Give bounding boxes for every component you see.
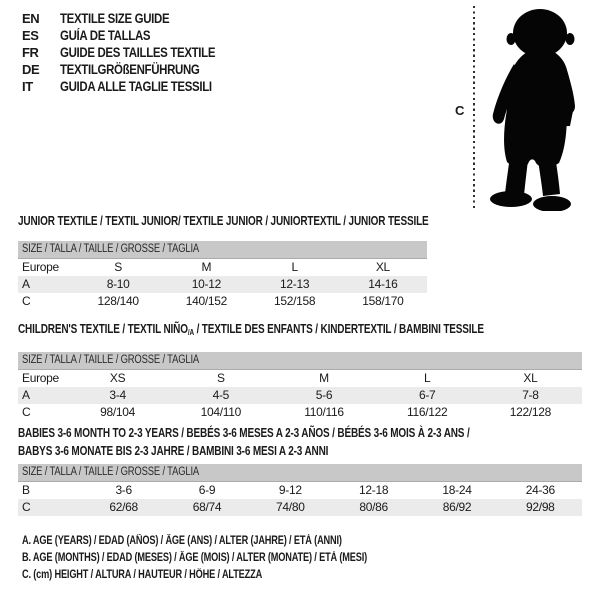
table-cell: 128/140	[97, 294, 139, 308]
size-header-bar	[18, 352, 582, 370]
table-cell: 12-13	[280, 277, 310, 291]
table-cell: 9-12	[278, 483, 302, 497]
size-header-bar	[18, 241, 427, 259]
table-cell: 80/86	[359, 500, 388, 514]
table-body	[18, 259, 427, 310]
table-cell: M	[319, 371, 329, 385]
table-cell: 68/74	[192, 500, 222, 514]
language-row	[22, 62, 243, 79]
note-line: B. AGE (MONTHS) / EDAD (MESES) / ÂGE (MOIS) / ALTER (MONATE) / ETÀ (MESI)	[22, 552, 368, 564]
table-body	[18, 370, 582, 421]
row-label: C	[22, 294, 31, 308]
table-title	[18, 424, 582, 460]
table-cell: 3-6	[115, 483, 132, 497]
table-cell: 18-24	[442, 483, 472, 497]
toddler-silhouette-icon	[480, 6, 588, 211]
table-title-line	[18, 442, 469, 460]
language-row	[22, 45, 243, 62]
size-table-babies	[18, 424, 582, 516]
table-cell: XL	[375, 260, 390, 274]
row-label: A	[22, 388, 30, 402]
table-cell: S	[216, 371, 225, 385]
table-cell: 7-8	[522, 388, 539, 402]
table-cell: 62/68	[109, 500, 138, 514]
table-cell: 122/128	[509, 405, 552, 419]
table-cell: 158/170	[362, 294, 404, 308]
table-cell: S	[114, 260, 122, 274]
size-table-junior	[18, 212, 427, 310]
table-title-line	[18, 424, 469, 442]
table-cell: 6-7	[418, 388, 436, 402]
table-cell: 140/152	[185, 294, 228, 308]
size-header-label: SIZE / TALLA / TAILLE / GRÖSSE / TAGLIA	[22, 243, 200, 255]
row-label: A	[22, 277, 30, 291]
language-title: GUIDE DES TAILLES TEXTILE	[60, 45, 216, 60]
table-cell: 14-16	[368, 277, 398, 291]
row-label: B	[22, 483, 30, 497]
table-cell: XL	[523, 371, 538, 385]
table-row	[18, 404, 582, 421]
row-label: Europe	[22, 260, 59, 274]
language-code: FR	[22, 45, 39, 60]
table-cell: 12-18	[359, 483, 389, 497]
table-cell: 104/110	[200, 405, 241, 419]
title-subscript: /A	[187, 328, 194, 337]
title-text: BABIES 3-6 MONTH TO 2-3 YEARS / BEBÉS 3-6 MESES A 2-3 AÑOS / BÉBÉS 3-6 MOIS À 2-3 ANS /	[18, 426, 470, 440]
language-row	[22, 79, 243, 96]
table-title	[18, 212, 427, 230]
language-title: GUÍA DE TALLAS	[60, 28, 151, 43]
table-title	[18, 320, 582, 342]
note-line: A. AGE (YEARS) / EDAD (AÑOS) / ÂGE (ANS) / ALTER (JAHRE) / ETÀ (ANNI)	[22, 535, 342, 547]
size-header-bar	[18, 464, 582, 482]
table-cell: 152/158	[273, 294, 316, 308]
language-code: DE	[22, 62, 40, 77]
table-title-line	[18, 212, 429, 230]
table-cell: M	[201, 260, 212, 274]
language-list	[22, 11, 243, 96]
size-header-label: SIZE / TALLA / TAILLE / GRÖSSE / TAGLIA	[22, 466, 200, 478]
height-marker-label: C	[455, 103, 465, 118]
table-row	[18, 499, 582, 516]
table-cell: 74/80	[276, 500, 305, 514]
notes-list	[22, 533, 453, 584]
baby-figure	[452, 4, 600, 214]
language-code: IT	[22, 79, 33, 94]
language-title: TEXTILGRÖßENFÜHRUNG	[60, 62, 200, 77]
table-cell: 10-12	[191, 277, 221, 291]
row-label: C	[22, 405, 31, 419]
table-cell: XS	[109, 371, 126, 385]
size-table-children	[18, 320, 582, 421]
language-row	[22, 11, 243, 28]
table-title-line	[18, 320, 484, 342]
title-text: / TEXTILE DES ENFANTS / KINDERTEXTIL / BAMBINI TESSILE	[193, 322, 484, 336]
table-cell: 86/92	[442, 500, 472, 514]
table-cell: 8-10	[106, 277, 130, 291]
row-label: Europe	[22, 371, 59, 385]
language-title: TEXTILE SIZE GUIDE	[60, 11, 170, 26]
height-measure-line	[473, 6, 475, 209]
row-label: C	[22, 500, 31, 514]
language-title: GUIDA ALLE TAGLIE TESSILI	[60, 79, 212, 94]
size-header-label: SIZE / TALLA / TAILLE / GRÖSSE / TAGLIA	[22, 354, 200, 366]
table-row	[18, 370, 582, 387]
table-cell: 4-5	[212, 388, 230, 402]
table-cell: L	[291, 260, 298, 274]
table-cell: 98/104	[100, 405, 136, 419]
table-row	[18, 293, 427, 310]
language-code: ES	[22, 28, 39, 43]
title-text: BABYS 3-6 MONATE BIS 2-3 JAHRE / BAMBINI 3-6 MESI A 2-3 ANNI	[18, 444, 329, 458]
note-line: C. (cm) HEIGHT / ALTURA / HAUTEUR / HÖHE / ALTEZZA	[22, 569, 263, 581]
title-text: JUNIOR TEXTILE / TEXTIL JUNIOR/ TEXTILE JUNIOR / JUNIORTEXTIL / JUNIOR TESSILE	[18, 214, 429, 228]
table-cell: 92/98	[526, 500, 555, 514]
table-row	[18, 276, 427, 293]
table-cell: 6-9	[198, 483, 216, 497]
table-cell: L	[424, 371, 431, 385]
table-cell: 3-4	[109, 388, 126, 402]
table-row	[18, 259, 427, 276]
language-code: EN	[22, 11, 40, 26]
title-text: CHILDREN'S TEXTILE / TEXTIL NIÑO	[18, 322, 188, 336]
table-row	[18, 482, 582, 499]
table-cell: 116/122	[407, 405, 448, 419]
table-row	[18, 387, 582, 404]
table-cell: 110/116	[304, 405, 344, 419]
table-body	[18, 482, 582, 516]
language-row	[22, 28, 243, 45]
table-cell: 5-6	[315, 388, 333, 402]
table-cell: 24-36	[525, 483, 555, 497]
